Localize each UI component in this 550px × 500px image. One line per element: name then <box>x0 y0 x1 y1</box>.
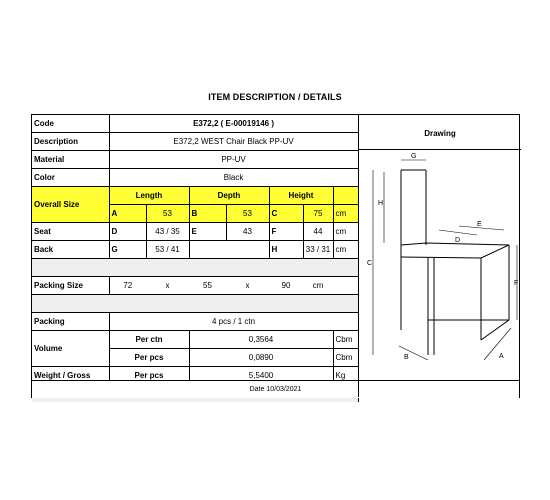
dim-e-label: E <box>189 223 226 241</box>
code-value: E372,2 ( E-00019146 ) <box>109 115 358 133</box>
label-a: A <box>499 353 504 360</box>
row-back <box>32 241 358 259</box>
drawing-panel <box>358 115 521 397</box>
overall-unit: cm <box>333 205 358 223</box>
material-value: PP-UV <box>109 151 358 169</box>
page-title: ITEM DESCRIPTION / DETAILS <box>208 92 342 102</box>
date-footer: Date 10/03/2021 <box>32 380 519 398</box>
seat-label: Seat <box>32 223 109 241</box>
color-label: Color <box>32 169 109 187</box>
packing-value: 4 pcs / 1 ctn <box>109 313 358 331</box>
packing-height: 90 <box>269 277 303 295</box>
label-f: F <box>514 280 519 287</box>
row-color <box>32 169 358 187</box>
label-g: G <box>411 153 417 160</box>
volume-label: Volume <box>32 331 109 367</box>
dim-g-value: 53 / 41 <box>146 241 189 259</box>
label-c: C <box>367 260 373 267</box>
volume-ctn-unit: Cbm <box>333 331 358 349</box>
dim-d-label: D <box>109 223 146 241</box>
weight-label: Weight / Gross <box>32 367 109 385</box>
dim-a-value: 53 <box>146 205 189 223</box>
material-label: Material <box>32 151 109 169</box>
code-label: Code <box>32 115 109 133</box>
dim-d-value: 43 / 35 <box>146 223 189 241</box>
overall-size-label: Overall Size <box>32 187 109 223</box>
packing-label: Packing <box>32 313 109 331</box>
packing-length: 72 <box>109 277 146 295</box>
dim-c-label: C <box>269 205 303 223</box>
row-packing-size <box>32 277 358 295</box>
label-b: B <box>404 354 409 361</box>
row-material <box>32 151 358 169</box>
back-blank <box>189 241 269 259</box>
row-seat <box>32 223 358 241</box>
volume-ctn-label: Per ctn <box>109 331 189 349</box>
drawing-title: Drawing <box>424 129 456 138</box>
volume-pcs-unit: Cbm <box>333 349 358 367</box>
depth-header: Depth <box>189 187 269 205</box>
row-description <box>32 133 358 151</box>
label-d: D <box>455 237 461 244</box>
row-overall-header <box>32 187 358 205</box>
row-code <box>32 115 358 133</box>
overall-blank <box>333 187 358 205</box>
description-value: E372,2 WEST Chair Black PP-UV <box>109 133 358 151</box>
description-label: Description <box>32 133 109 151</box>
row-gap <box>32 295 358 313</box>
volume-pcs-label: Per pcs <box>109 349 189 367</box>
dim-b-value: 53 <box>226 205 269 223</box>
volume-pcs-value: 0,0890 <box>189 349 333 367</box>
seat-unit: cm <box>333 223 358 241</box>
back-unit: cm <box>333 241 358 259</box>
row-packing <box>32 313 358 331</box>
dim-f-value: 44 <box>303 223 333 241</box>
color-value: Black <box>109 169 358 187</box>
packing-x2: x <box>226 277 269 295</box>
dim-a-label: A <box>109 205 146 223</box>
chair-diagram-icon <box>359 150 521 378</box>
height-header: Height <box>269 187 333 205</box>
dim-h-label: H <box>269 241 303 259</box>
packing-size-label: Packing Size <box>32 277 109 295</box>
dim-b-label: B <box>189 205 226 223</box>
label-h: H <box>378 200 384 207</box>
packing-x1: x <box>146 277 189 295</box>
packing-unit: cm <box>303 277 333 295</box>
dim-f-label: F <box>269 223 303 241</box>
volume-ctn-value: 0,3564 <box>189 331 333 349</box>
weight-unit: Kg <box>333 367 358 385</box>
spec-table <box>32 115 359 402</box>
dim-e-value: 43 <box>226 223 269 241</box>
spec-sheet <box>31 114 520 398</box>
dim-g-label: G <box>109 241 146 259</box>
weight-pcs-label: Per pcs <box>109 367 189 385</box>
label-e: E <box>477 221 482 228</box>
dim-c-value: 75 <box>303 205 333 223</box>
weight-value: 5,5400 <box>189 367 333 385</box>
row-volume-ctn <box>32 331 358 349</box>
length-header: Length <box>109 187 189 205</box>
packing-width: 55 <box>189 277 226 295</box>
dim-h-value: 33 / 31 <box>303 241 333 259</box>
row-gap <box>32 259 358 277</box>
back-label: Back <box>32 241 109 259</box>
